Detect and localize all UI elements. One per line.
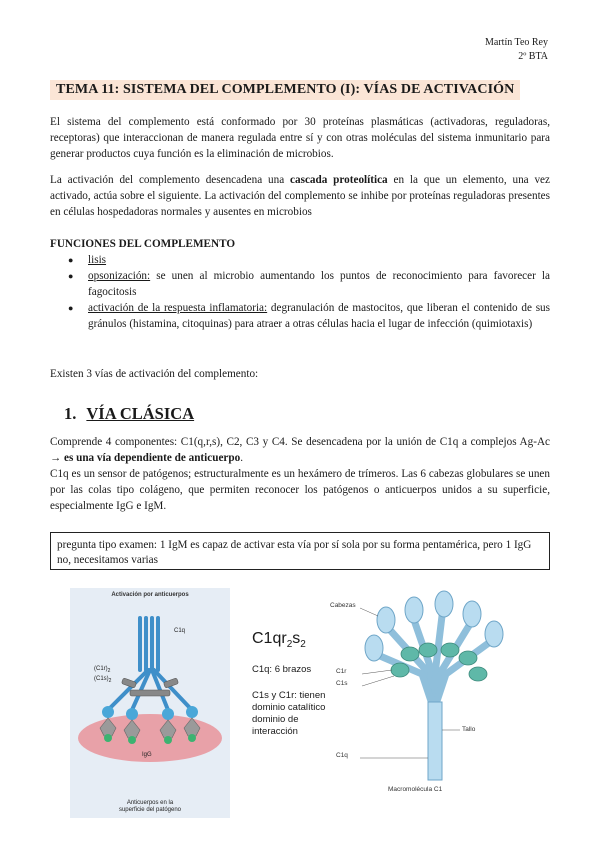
heads-label: Cabezas bbox=[330, 602, 356, 609]
exam-question-box: pregunta tipo examen: 1 IgM es capaz de activar esta vía por sí sola por su forma pentamérica, pero 1 IgG no, necesitamos varias bbox=[50, 532, 550, 570]
caption-line-1: Anticuerpos en la bbox=[126, 800, 174, 806]
bullet-icon: ● bbox=[68, 255, 74, 265]
list-item bbox=[50, 300, 550, 332]
note-line-1: C1s y C1r: tienen bbox=[252, 690, 326, 702]
c1q-arms-note: C1q: 6 brazos bbox=[252, 664, 312, 676]
c1-macromolecule-illustration bbox=[330, 590, 520, 800]
function-term: activación de la respuesta inflamatoria: bbox=[88, 302, 268, 314]
c1-composition-notes bbox=[252, 630, 325, 738]
functions-list bbox=[50, 252, 550, 332]
bullet-icon: ● bbox=[68, 303, 74, 313]
caption-line-2: superficie del patógeno bbox=[118, 807, 182, 813]
intro-p2-end: en la que un elemento, una vez activado, actúa sobre el siguiente. La activación del complemento se inhibe por proteínas reguladoras presentes en células hospedadoras normales y ausentes en microbios bbox=[50, 174, 550, 218]
section1-paragraph-1 bbox=[50, 434, 550, 466]
section-title: VÍA CLÁSICA bbox=[86, 404, 195, 423]
intro-p2-bold: cascada proteolítica bbox=[290, 174, 388, 186]
c1-macromolecule-figure bbox=[330, 590, 520, 800]
function-term: opsonización: bbox=[88, 270, 151, 282]
note-line-3: dominio de bbox=[252, 714, 299, 726]
intro-p2-start: La activación del complemento desencadena una bbox=[50, 174, 291, 186]
section-number: 1. bbox=[64, 404, 77, 423]
igg-label: IgG bbox=[142, 752, 152, 758]
figure-caption: Macromolécula C1 bbox=[388, 786, 443, 793]
intro-paragraph-2 bbox=[50, 172, 550, 220]
formula-sub-1: 2 bbox=[286, 639, 293, 651]
c1q-label: C1q bbox=[336, 752, 348, 759]
stem-label: Tallo bbox=[462, 726, 476, 733]
course-label: 2º BTA bbox=[518, 51, 548, 62]
note-line-4: interacción bbox=[252, 726, 298, 738]
s1p1-bold: es una vía dependiente de anticuerpo bbox=[61, 452, 241, 464]
arrow-icon: → bbox=[50, 452, 62, 464]
c1q-label: C1q bbox=[174, 628, 186, 634]
c1s-c1r-note bbox=[252, 690, 325, 738]
c1s-subscript: 2 bbox=[108, 678, 112, 685]
stem bbox=[428, 702, 442, 780]
formula-sub-2: 2 bbox=[300, 639, 306, 651]
intro-paragraph-1: El sistema del complemento está conformado por 30 proteínas plasmáticas (activadoras, reguladoras, receptoras) que interaccionan de manera regulada entre sí y con otras moléculas del sistema inmunitario para generar productos cuya función es la eliminación de microbios. bbox=[50, 116, 550, 160]
c1r-label bbox=[94, 666, 110, 674]
s1p1-end: . bbox=[240, 452, 243, 464]
formula-base: C1qr bbox=[252, 630, 287, 647]
note-line-2: dominio catalítico bbox=[252, 702, 326, 714]
title-block bbox=[50, 80, 520, 100]
function-text: degranulación de mastocitos, que liberan el contenido de sus gránulos (histamina, citoquinas) para atraer a otras células hacia el lugar de infección (quimiotaxis) bbox=[88, 302, 551, 330]
c1r-text: (C1r) bbox=[94, 666, 108, 672]
bullet-icon: ● bbox=[68, 271, 74, 281]
function-term: lisis bbox=[88, 254, 107, 266]
list-item bbox=[50, 252, 550, 268]
figure-title: Activación por anticuerpos bbox=[111, 592, 189, 598]
page-header bbox=[485, 36, 548, 64]
section1-paragraph-2: C1q es un sensor de patógenos; estructuralmente es un hexámero de trímeros. Las 6 cabezas globulares se unen por las colas tipo colágeno, que permiten reconocer los patógenos o anticuerpos unidos a su superficie, especialmente IgG e IgM. bbox=[50, 468, 550, 512]
page-title: TEMA 11: SISTEMA DEL COMPLEMENTO (I): VÍAS DE ACTIVACIÓN bbox=[50, 80, 520, 100]
pathways-intro: Existen 3 vías de activación del complemento: bbox=[50, 368, 259, 380]
section-heading bbox=[64, 404, 194, 424]
c1r-label: C1r bbox=[336, 668, 347, 675]
functions-heading: FUNCIONES DEL COMPLEMENTO bbox=[50, 238, 236, 250]
c1-formula bbox=[252, 630, 325, 650]
c1s-label: C1s bbox=[336, 680, 348, 687]
c1r-subscript: 2 bbox=[107, 668, 111, 675]
antibody-activation-figure bbox=[70, 588, 230, 818]
function-text: se unen al microbio aumentando los puntos de reconocimiento para favorecer la fagocitosis bbox=[88, 270, 550, 298]
s1p1-start: Comprende 4 componentes: C1(q,r,s), C2, C3 y C4. Se desencadena por la unión de C1q a complejos Ag-Ac bbox=[50, 436, 550, 448]
c1s-text: (C1s) bbox=[94, 676, 109, 682]
list-item bbox=[50, 268, 550, 300]
formula-s: s bbox=[292, 630, 301, 647]
figure-caption bbox=[70, 800, 230, 814]
c1-complex-illustration bbox=[70, 588, 230, 818]
author-name: Martín Teo Rey bbox=[485, 37, 548, 48]
c1s-label bbox=[94, 676, 111, 684]
